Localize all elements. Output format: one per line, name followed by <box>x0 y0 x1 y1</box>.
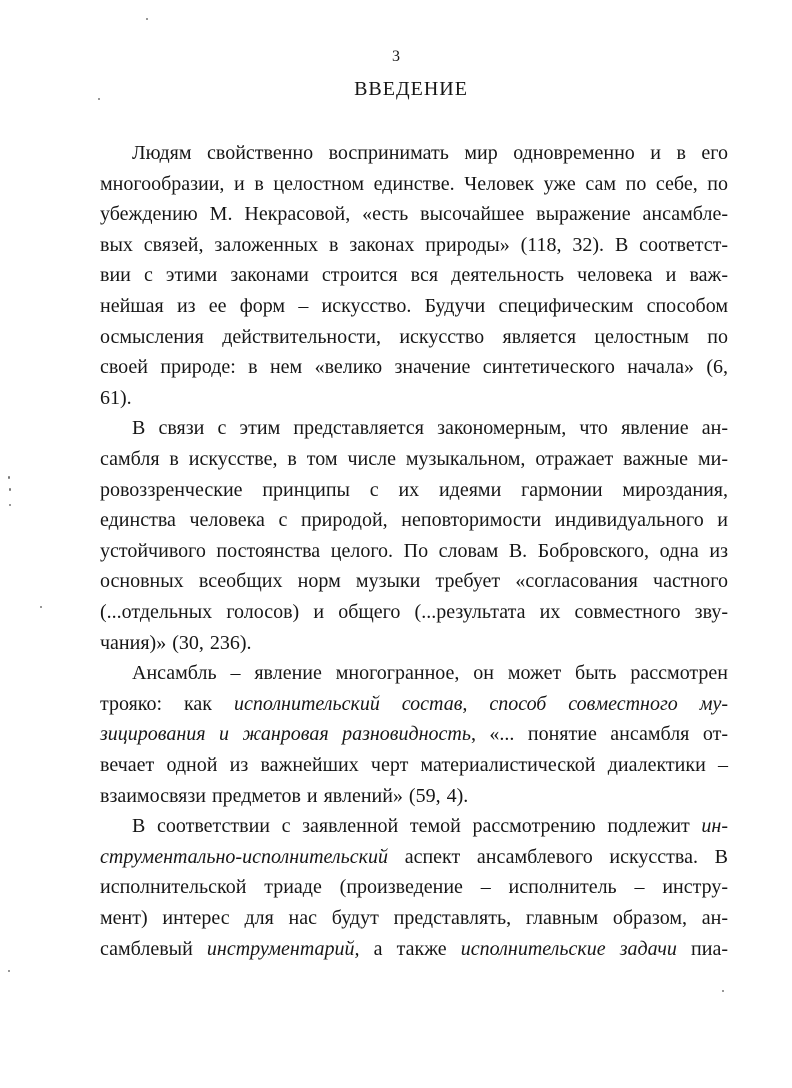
text-segment: устойчивого постоянства целого. По словам В. Бобровского, одна из <box>100 540 728 562</box>
italic-text: зицирования и жанровая разновидность <box>100 723 471 745</box>
text-line <box>100 386 728 410</box>
text-line <box>100 631 728 655</box>
text-line <box>100 600 728 624</box>
text-line <box>100 202 728 226</box>
text-line <box>100 263 728 287</box>
text-line <box>100 355 728 379</box>
text-segment: (...отдельных голосов) и общего (...результата их совместного зву- <box>100 601 728 623</box>
scan-speck <box>722 990 724 992</box>
text-segment: основных всеобщих норм музыки требует «согласования частного <box>100 570 728 592</box>
scan-speck <box>9 488 11 491</box>
scan-speck <box>146 18 148 20</box>
text-line <box>132 416 728 440</box>
italic-text: инструментарий, <box>206 938 360 960</box>
text-line <box>100 447 728 471</box>
text-segment: Людям свойственно воспринимать мир одновременно и в его <box>132 142 728 164</box>
text-segment: самблевый <box>100 938 207 960</box>
text-line <box>100 294 728 318</box>
text-segment: ровоззренческие принципы с их идеями гармонии мироздания, <box>100 479 728 501</box>
scan-speck <box>8 970 10 972</box>
text-line <box>132 141 728 165</box>
scan-speck <box>8 476 10 479</box>
text-segment: трояко: как <box>100 693 234 715</box>
text-segment: В связи с этим представляется закономерным, что явление ан- <box>132 417 728 439</box>
text-segment: а также <box>359 938 461 960</box>
scan-speck <box>98 98 100 100</box>
text-line <box>100 539 728 563</box>
text-segment: исполнительской триаде (произведение – исполнитель – инстру- <box>100 876 728 898</box>
text-segment: пиа- <box>676 938 728 960</box>
text-segment: взаимосвязи предметов и явлений» (59, 4). <box>100 785 469 807</box>
scan-speck <box>9 504 11 506</box>
text-line <box>100 875 728 899</box>
text-line <box>100 784 728 808</box>
text-segment: , «... понятие ансамбля от- <box>470 723 728 745</box>
text-segment: осмысления действительности, искусство является целостным по <box>100 326 728 348</box>
text-segment: убеждению М. Некрасовой, «есть высочайшее выражение ансамбле- <box>100 203 728 225</box>
text-line <box>132 814 728 838</box>
page-title: ВВЕДЕНИЕ <box>354 78 468 100</box>
text-line <box>100 172 728 196</box>
italic-text: струментально-исполнительский <box>100 846 388 868</box>
text-line <box>100 325 728 349</box>
text-segment: Ансамбль – явление многогранное, он может быть рассмотрен <box>132 662 728 684</box>
italic-text: исполнительский состав, способ совместного му- <box>233 693 729 715</box>
text-segment: самбля в искусстве, в том числе музыкальном, отражает важные ми- <box>100 448 728 470</box>
text-segment: чания)» (30, 236). <box>100 632 252 654</box>
text-line <box>100 906 728 930</box>
page-number: 3 <box>392 48 400 65</box>
text-line <box>100 937 728 961</box>
text-segment: нейшая из ее форм – искусство. Будучи специфическим способом <box>100 295 728 317</box>
text-line <box>100 692 728 716</box>
text-segment: вых связей, заложенных в законах природы» (118, 32). В соответст- <box>100 234 728 256</box>
text-segment: многообразии, и в целостном единстве. Человек уже сам по себе, по <box>100 173 728 195</box>
text-line <box>100 753 728 777</box>
text-segment: 61). <box>100 387 132 409</box>
text-line <box>100 569 728 593</box>
text-segment: мент) интерес для нас будут представлять, главным образом, ан- <box>100 907 728 929</box>
italic-text: ин- <box>701 815 728 837</box>
text-line <box>100 233 728 257</box>
text-line <box>132 661 728 685</box>
text-line <box>100 508 728 532</box>
text-line <box>100 845 728 869</box>
text-segment: единства человека с природой, неповторимости индивидуального и <box>100 509 728 531</box>
text-segment: аспект ансамблевого искусства. В <box>388 846 728 868</box>
scan-speck <box>40 606 42 608</box>
text-segment: вечает одной из важнейших черт материалистической диалектики – <box>100 754 728 776</box>
text-segment: своей природе: в нем «велико значение синтетического начала» (6, <box>100 356 728 378</box>
text-segment: В соответствии с заявленной темой рассмотрению подлежит <box>132 815 702 837</box>
text-line <box>100 722 728 746</box>
text-line <box>100 478 728 502</box>
italic-text: исполнительские задачи <box>460 938 677 960</box>
text-segment: вии с этими законами строится вся деятельность человека и важ- <box>100 264 728 286</box>
